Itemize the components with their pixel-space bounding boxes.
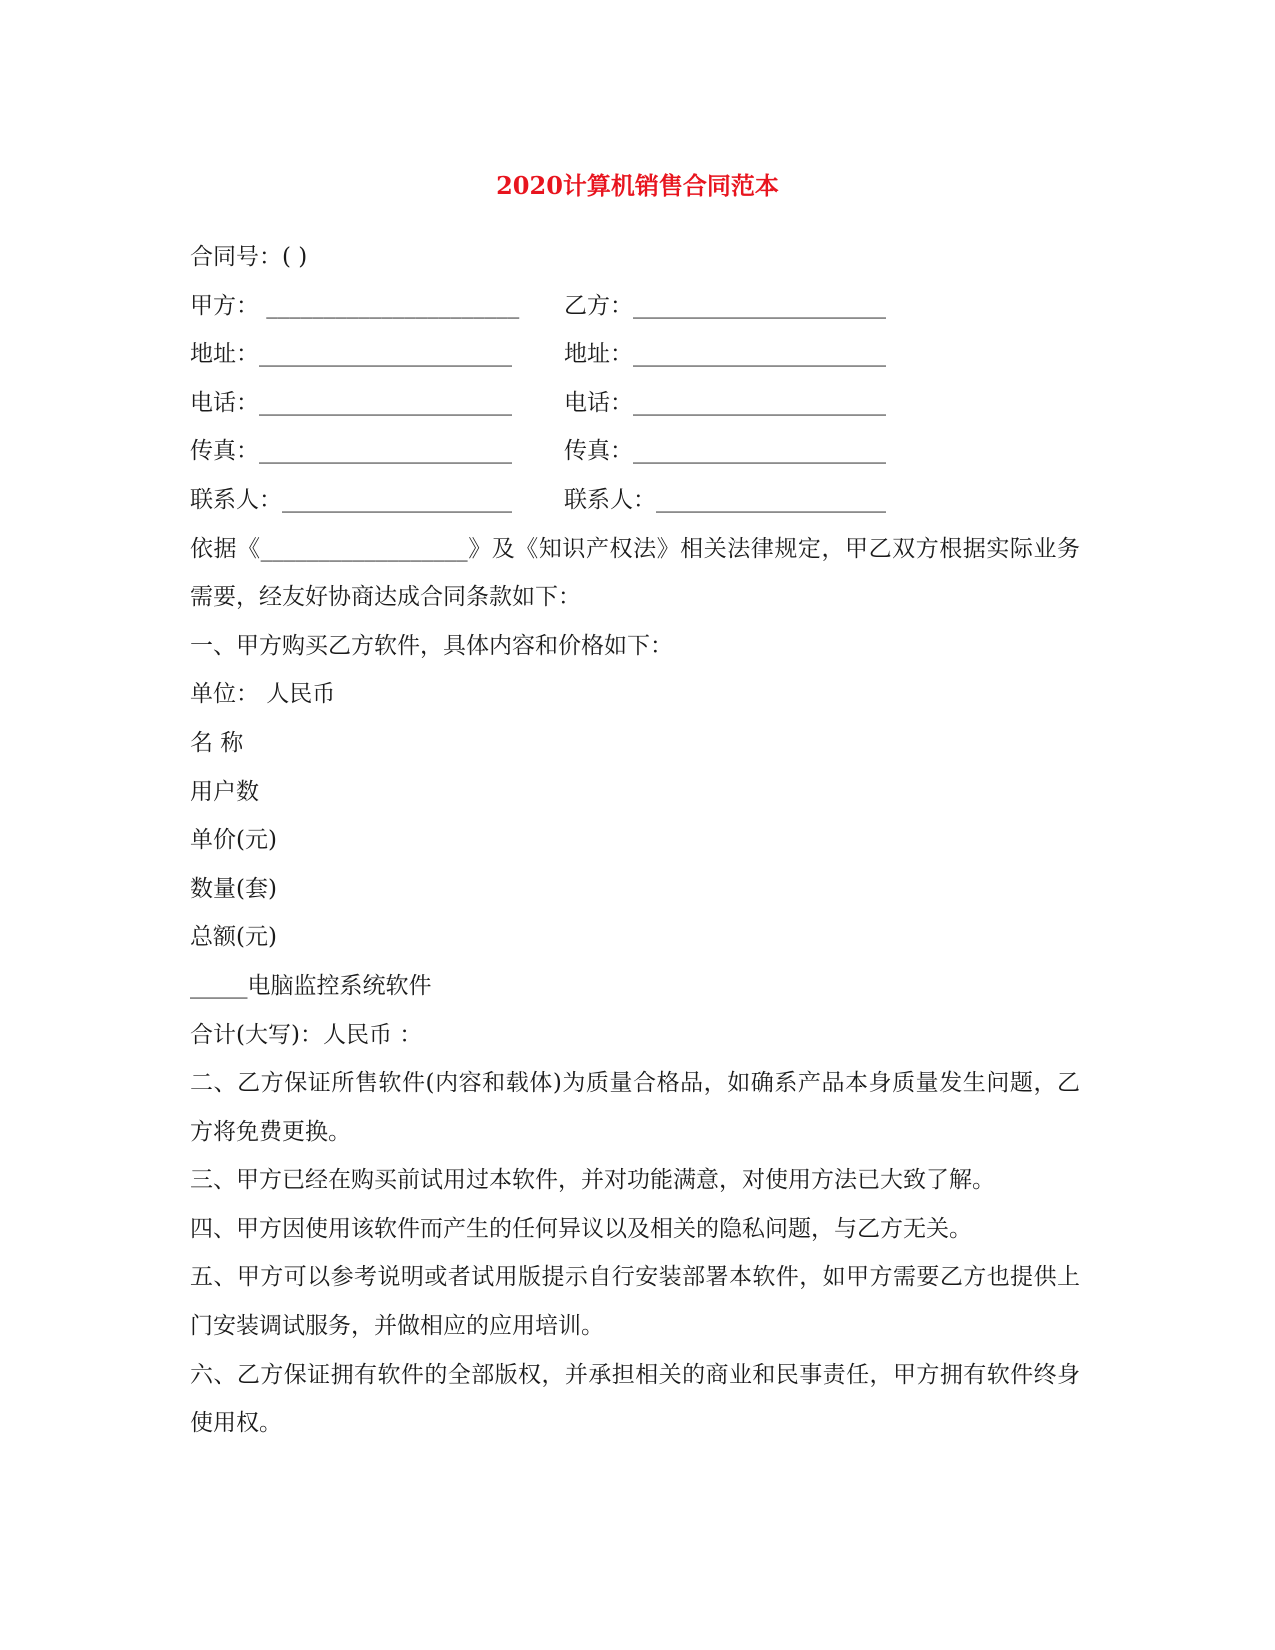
- party-a-phone: 电话：______________________: [190, 389, 512, 416]
- sum-line: 合计(大写)：人民币 ：: [190, 1021, 423, 1048]
- clause-5: 五、甲方可以参考说明或者试用版提示自行安装部署本软件，如甲方需要乙方也提供上门安装调试服务，并做相应的应用培训。: [190, 1264, 1080, 1340]
- column-quantity: 数量(套): [190, 875, 277, 902]
- product-line: _____电脑监控系统软件: [190, 972, 432, 999]
- party-a-fax: 传真：______________________: [190, 438, 512, 465]
- party-a-name: 甲方： ______________________: [190, 292, 520, 319]
- party-row-address: [190, 330, 1090, 379]
- document-body: [190, 233, 1090, 1448]
- party-row-name: [190, 282, 1090, 331]
- party-b-name: 乙方：______________________: [564, 292, 886, 319]
- party-row-fax: [190, 427, 1090, 476]
- clause-3: 三、甲方已经在购买前试用过本软件，并对功能满意，对使用方法已大致了解。: [190, 1167, 995, 1194]
- document-title: 2020计算机销售合同范本: [496, 171, 779, 200]
- contract-number: 合同号：( ): [190, 244, 308, 270]
- clause-4: 四、甲方因使用该软件而产生的任何异议以及相关的隐私问题，与乙方无关。: [190, 1215, 972, 1242]
- column-unit-price: 单价(元): [190, 827, 277, 854]
- clause-2: 二、乙方保证所售软件(内容和载体)为质量合格品，如确系产品本身质量发生问题，乙方将免费更换。: [190, 1070, 1080, 1145]
- basis-paragraph: 依据《__________________》及《知识产权法》相关法律规定，甲乙双方根据实际业务需要，经友好协商达成合同条款如下：: [190, 535, 1080, 611]
- party-b-phone: 电话：______________________: [564, 389, 886, 416]
- party-row-phone: [190, 379, 1090, 428]
- party-b-address: 地址：______________________: [564, 341, 886, 368]
- party-a-contact: 联系人：____________________: [190, 486, 512, 513]
- party-b-fax: 传真：______________________: [564, 438, 886, 465]
- party-a-address: 地址：______________________: [190, 341, 512, 368]
- column-users: 用户数: [190, 778, 259, 805]
- party-row-contact: [190, 476, 1090, 525]
- clause-6: 六、乙方保证拥有软件的全部版权，并承担相关的商业和民事责任，甲方拥有软件终身使用权。: [190, 1361, 1080, 1437]
- clause-1: 一、甲方购买乙方软件，具体内容和价格如下：: [190, 632, 673, 659]
- column-total: 总额(元): [190, 924, 277, 951]
- unit-line: 单位： 人民币: [190, 681, 336, 708]
- party-b-contact: 联系人：____________________: [564, 486, 886, 513]
- column-name: 名 称: [190, 729, 244, 756]
